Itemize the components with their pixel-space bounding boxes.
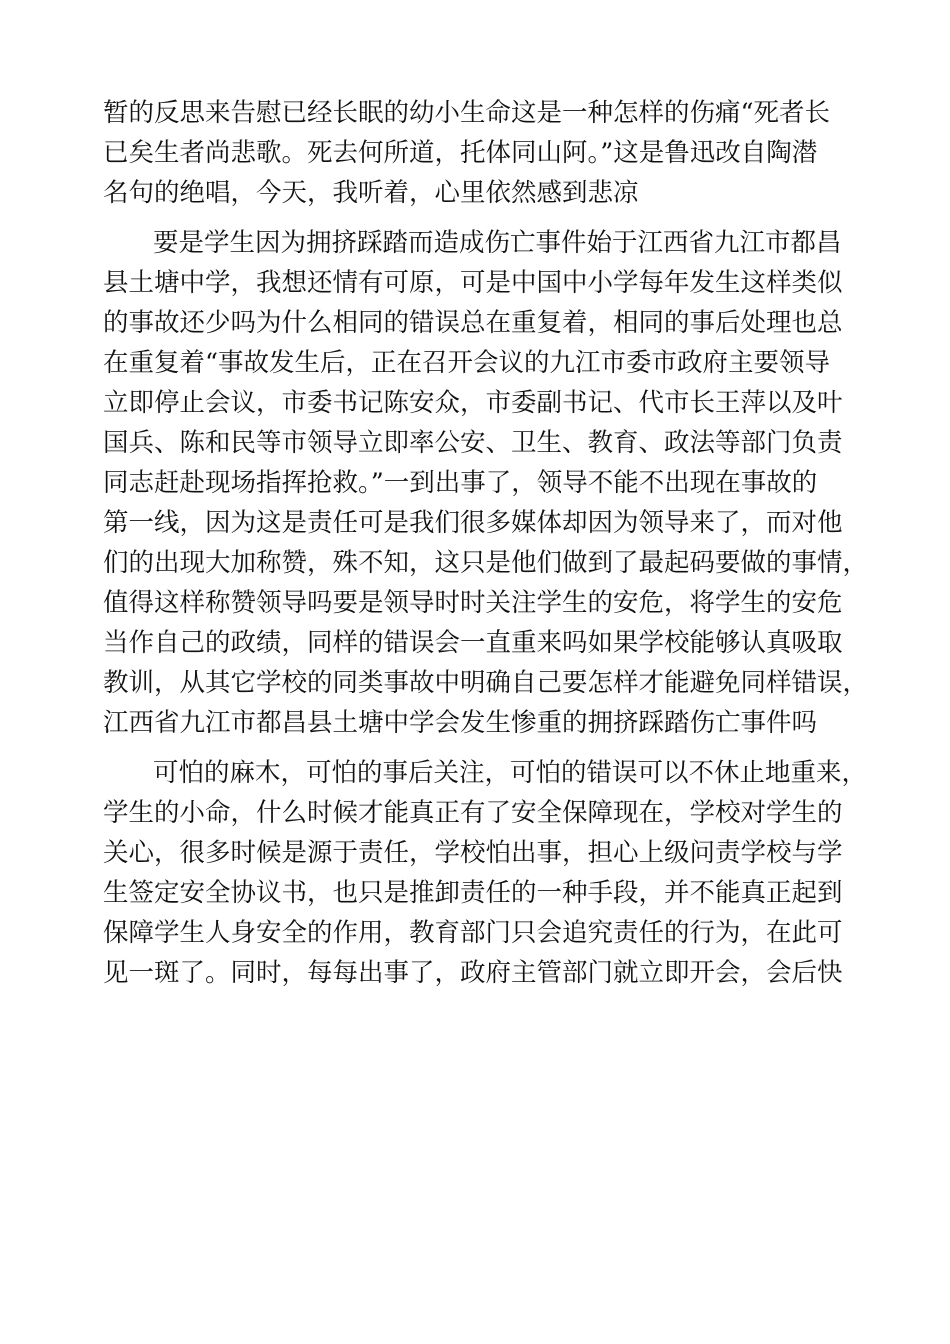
text-line: 们的出现大加称赞，殊不知，这只是他们做到了最起码要做的事情，: [103, 548, 869, 578]
paragraph-1: [103, 93, 863, 213]
text-line: 关心，很多时候是源于责任，学校怕出事，担心上级问责学校与学: [103, 838, 843, 868]
text-line: 暂的反思来告慰已经长眠的幼小生命这是一种怎样的伤痛“死者长: [103, 98, 831, 128]
text-line: 第一线，因为这是责任可是我们很多媒体却因为领导来了，而对他: [103, 508, 843, 538]
text-line: 在重复着“事故发生后，正在召开会议的九江市委市政府主要领导: [103, 348, 831, 378]
text-line: 可怕的麻木，可怕的事后关注，可怕的错误可以不休止地重来，: [153, 758, 868, 788]
text-line: 名句的绝唱，今天，我听着，心里依然感到悲凉: [103, 178, 639, 208]
text-line: 的事故还少吗为什么相同的错误总在重复着，相同的事后处理也总: [103, 308, 843, 338]
text-line: 当作自己的政绩，同样的错误会一直重来吗如果学校能够认真吸取: [103, 628, 843, 658]
paragraph-2: [103, 223, 869, 743]
text-line: 值得这样称赞领导吗要是领导时时关注学生的安危，将学生的安危: [103, 588, 843, 618]
text-line: 保障学生人身安全的作用，教育部门只会追究责任的行为，在此可: [103, 918, 843, 948]
text-line: 教训，从其它学校的同类事故中明确自己要怎样才能避免同样错误，: [103, 668, 869, 698]
text-line: 生签定安全协议书，也只是推卸责任的一种手段，并不能真正起到: [103, 878, 843, 908]
document-body: [103, 93, 869, 993]
text-line: 见一斑了。同时，每每出事了，政府主管部门就立即开会，会后快: [103, 958, 843, 988]
text-line: 要是学生因为拥挤踩踏而造成伤亡事件始于江西省九江市都昌: [153, 228, 842, 258]
text-line: 立即停止会议，市委书记陈安众，市委副书记、代市长王萍以及叶: [103, 388, 843, 418]
text-line: 国兵、陈和民等市领导立即率公安、卫生、教育、政法等部门负责: [103, 428, 843, 458]
text-line: 县土塘中学，我想还情有可原，可是中国中小学每年发生这样类似: [103, 268, 843, 298]
text-line: 已矣生者尚悲歌。死去何所道，托体同山阿。”这是鲁迅改自陶潜: [103, 138, 818, 168]
text-line: 学生的小命，什么时候才能真正有了安全保障现在，学校对学生的: [103, 798, 843, 828]
paragraph-3: [103, 753, 868, 993]
text-line: 江西省九江市都昌县土塘中学会发生惨重的拥挤踩踏伤亡事件吗: [103, 708, 818, 738]
text-line: 同志赶赴现场指挥抢救。”一到出事了，领导不能不出现在事故的: [103, 468, 818, 498]
